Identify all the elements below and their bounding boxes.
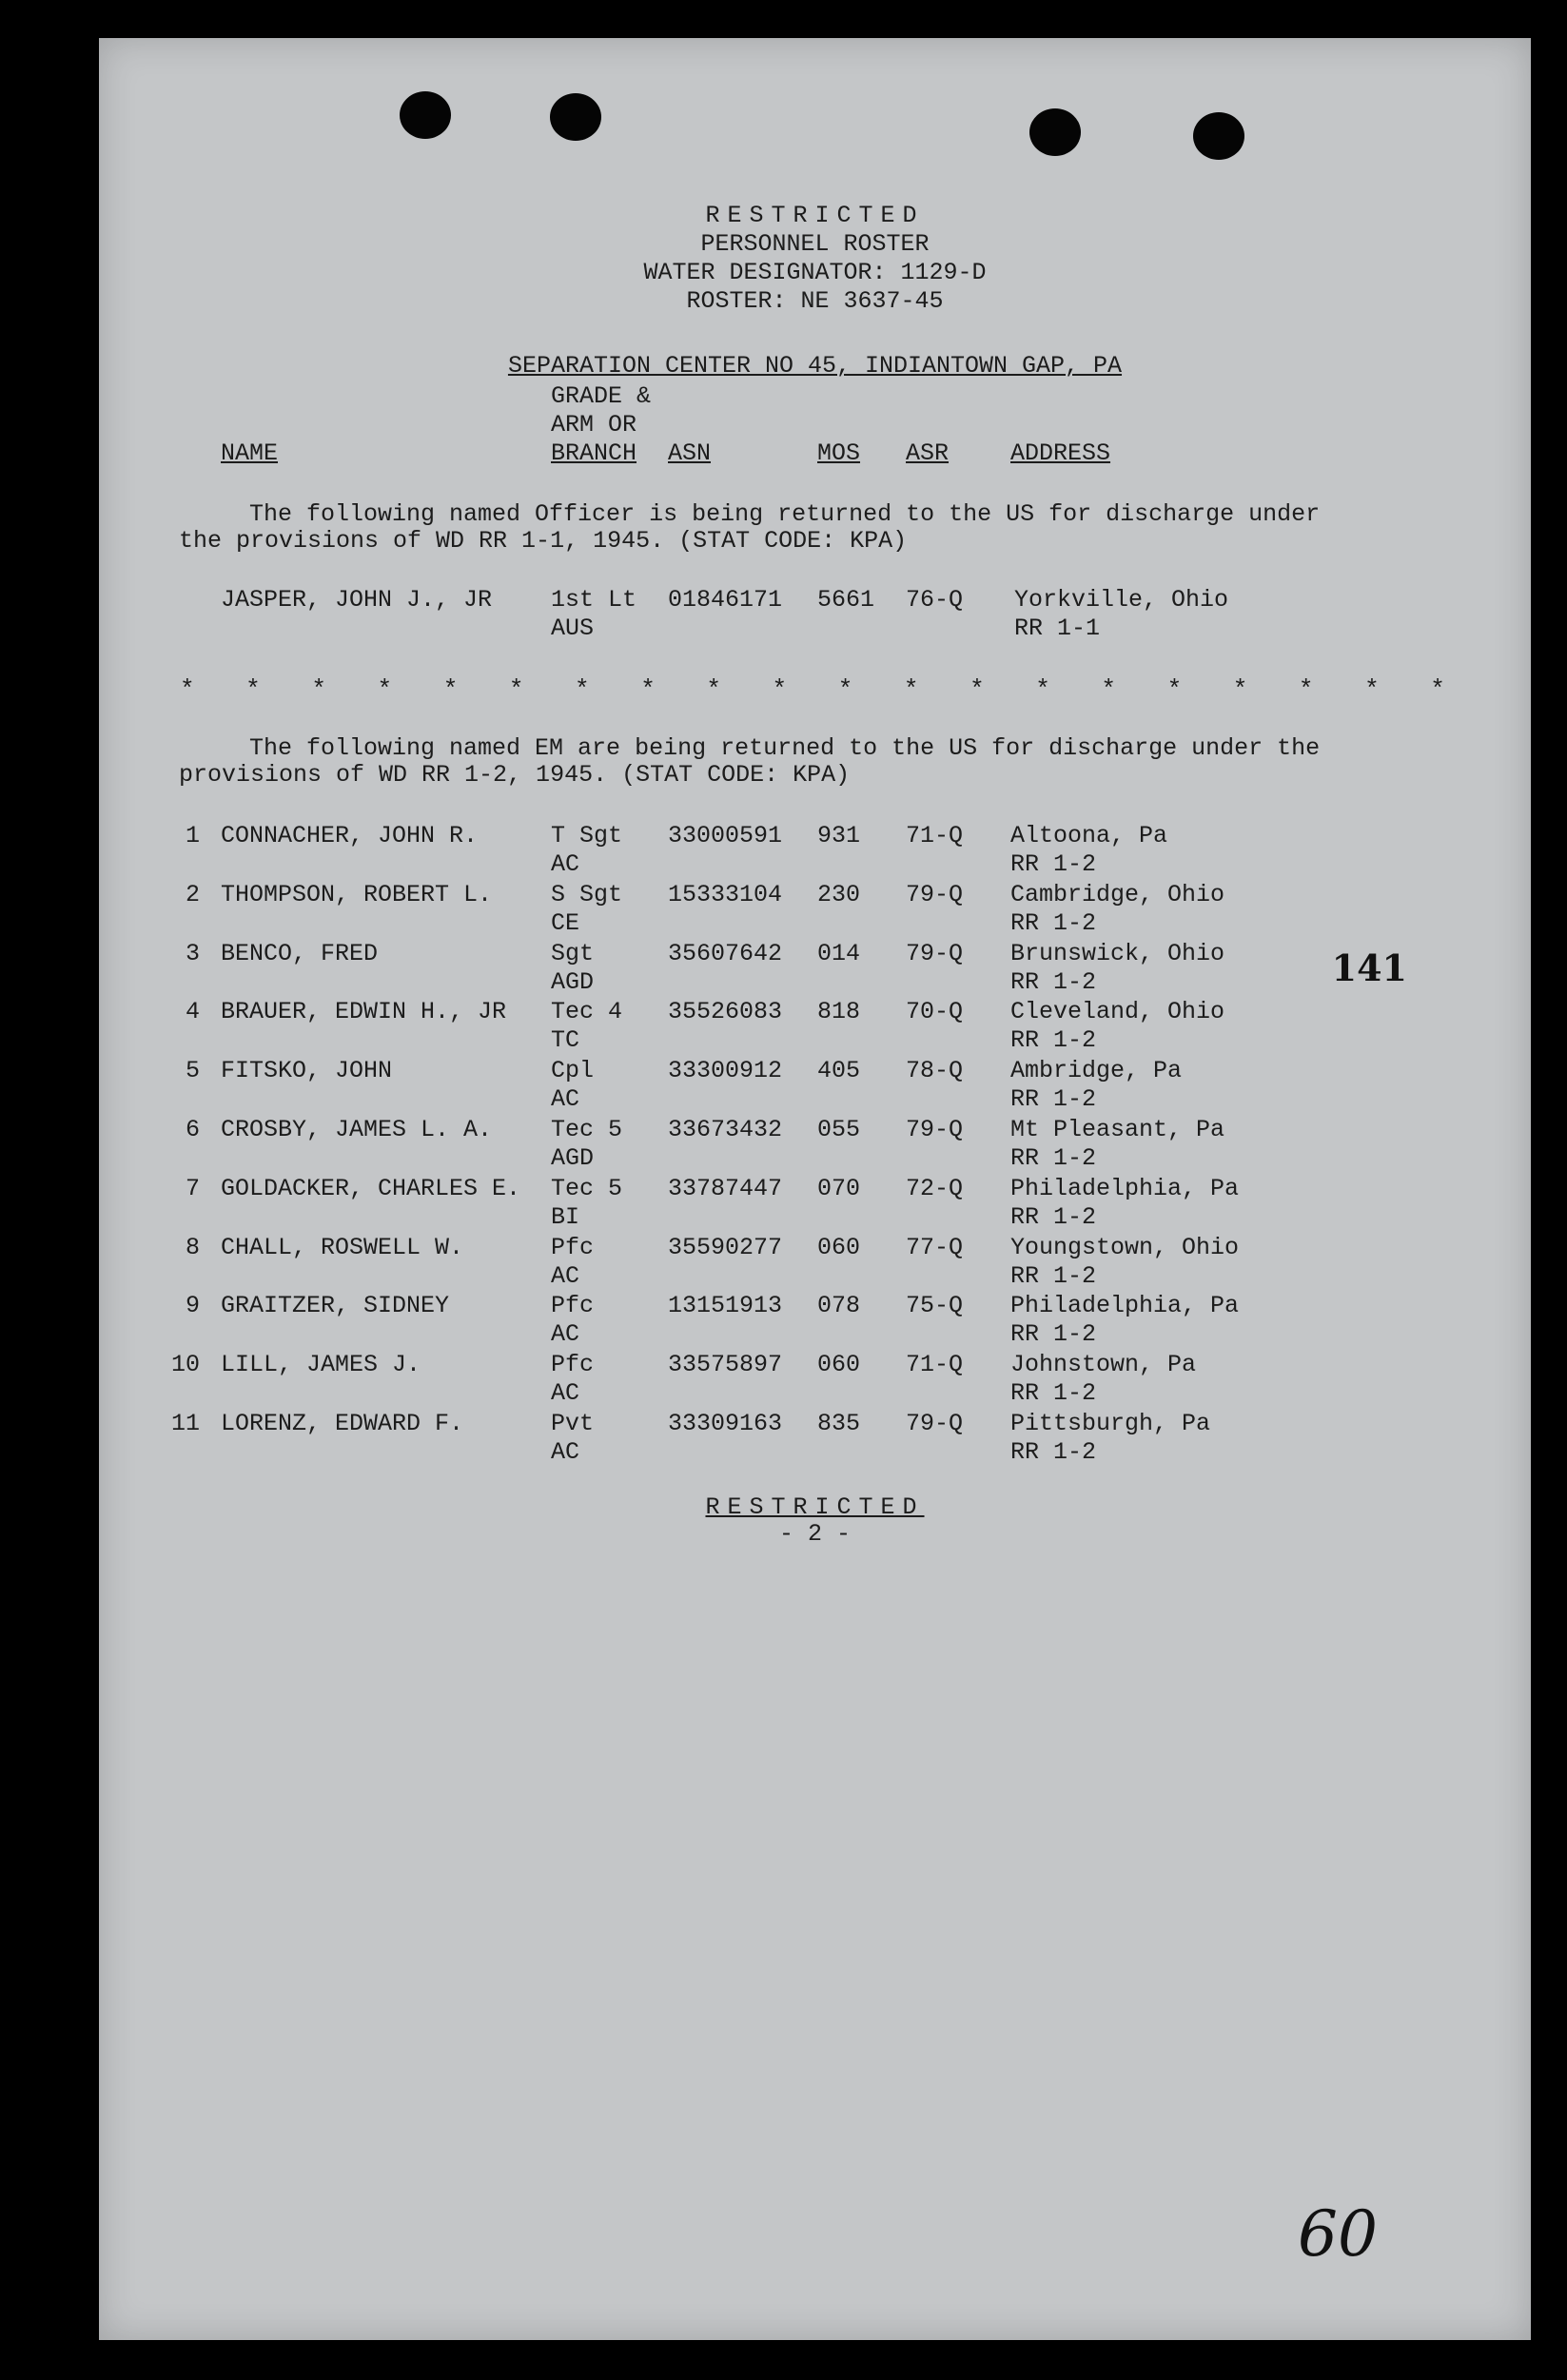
row-address: Youngstown, Ohio [1010,1233,1240,1261]
row-address-code: RR 1-2 [1010,1379,1097,1408]
row-address: Philadelphia, Pa [1010,1292,1240,1320]
row-asr: 71-Q [906,1351,964,1379]
row-grade: T Sgt [551,822,623,849]
row-address: Mt Pleasant, Pa [1010,1116,1225,1143]
asterisk: * [970,675,985,704]
row-address-code: RR 1-2 [1010,908,1097,937]
row-address-code: RR 1-2 [1010,1085,1097,1114]
row-grade: Pfc [551,1351,595,1379]
row-address: Altoona, Pa [1010,822,1168,849]
row-mos: 078 [817,1292,861,1320]
row-branch: AC [551,1261,580,1290]
row-address: Johnstown, Pa [1010,1351,1197,1379]
row-asn: 33309163 [668,1410,783,1437]
row-grade: Pfc [551,1292,595,1320]
row-branch: AC [551,850,580,878]
row-name: THOMPSON, ROBERT L. [221,880,493,908]
asterisk-separator [180,675,1445,704]
row-address: Cleveland, Ohio [1010,998,1225,1026]
row-asr: 79-Q [906,1116,964,1143]
row-asr: 75-Q [906,1292,964,1320]
page-number: - 2 - [778,1520,851,1548]
row-mos: 818 [817,998,861,1026]
row-number: 8 [185,1233,200,1261]
row-branch: BI [551,1202,580,1231]
asterisk: * [837,675,853,704]
row-asn: 33673432 [668,1116,783,1143]
row-asn: 33000591 [668,822,783,849]
col-header-asr: ASR [906,439,950,467]
row-number: 10 [171,1351,201,1379]
row-name: BRAUER, EDWIN H., JR [221,998,507,1026]
row-grade: Pvt [551,1410,595,1437]
col-header-mos: MOS [817,439,861,467]
em-intro-line1: The following named EM are being returned to the US for discharge under the [249,734,1321,762]
officer-intro-line2: the provisions of WD RR 1-1, 1945. (STAT CODE: KPA) [179,527,908,555]
row-address-code: RR 1-2 [1010,850,1097,878]
classification-bottom: RESTRICTED [705,1493,925,1521]
row-grade: Cpl [551,1057,595,1085]
row-asn: 35607642 [668,939,783,967]
asterisk: * [508,675,524,704]
row-address: Pittsburgh, Pa [1010,1410,1211,1437]
asterisk: * [772,675,788,704]
row-grade: Sgt [551,939,595,967]
asterisk: * [1101,675,1117,704]
row-address-code: RR 1-2 [1010,1261,1097,1290]
classification-top: RESTRICTED [705,202,925,229]
officer-asr: 76-Q [906,586,964,614]
row-name: FITSKO, JOHN [221,1057,393,1085]
roster-number: ROSTER: NE 3637-45 [686,287,944,315]
row-name: GRAITZER, SIDNEY [221,1292,450,1320]
row-branch: CE [551,908,580,937]
row-mos: 230 [817,880,861,908]
row-mos: 014 [817,939,861,967]
row-address-code: RR 1-2 [1010,1320,1097,1349]
row-mos: 055 [817,1116,861,1143]
row-number: 2 [185,880,200,908]
row-number: 4 [185,998,200,1026]
row-grade: Pfc [551,1233,595,1261]
row-mos: 835 [817,1410,861,1437]
row-mos: 070 [817,1174,861,1202]
row-address-code: RR 1-2 [1010,967,1097,996]
row-name: LILL, JAMES J. [221,1351,421,1379]
row-number: 3 [185,939,200,967]
row-address-code: RR 1-2 [1010,1026,1097,1055]
row-asn: 35526083 [668,998,783,1026]
row-asn: 13151913 [668,1292,783,1320]
row-asr: 70-Q [906,998,964,1026]
row-asn: 35590277 [668,1233,783,1261]
asterisk: * [1298,675,1314,704]
roster-title: PERSONNEL ROSTER [700,230,930,258]
row-name: CHALL, ROSWELL W. [221,1233,464,1261]
row-mos: 405 [817,1057,861,1085]
officer-asn: 01846171 [668,586,783,614]
col-header-asn: ASN [668,439,712,467]
row-asr: 72-Q [906,1174,964,1202]
asterisk: * [640,675,656,704]
row-address: Philadelphia, Pa [1010,1174,1240,1202]
document-page [99,38,1531,2340]
water-designator: WATER DESIGNATOR: 1129-D [643,259,987,286]
col-header-branch: BRANCH [551,439,637,467]
asterisk: * [180,675,195,704]
row-address: Ambridge, Pa [1010,1057,1183,1085]
col-header-name: NAME [221,439,279,467]
row-branch: AC [551,1085,580,1114]
row-branch: TC [551,1026,580,1055]
row-asr: 78-Q [906,1057,964,1085]
asterisk: * [1166,675,1183,704]
row-branch: AGD [551,1144,595,1172]
row-branch: AGD [551,967,595,996]
col-header-address: ADDRESS [1010,439,1111,467]
row-number: 6 [185,1116,200,1143]
row-number: 11 [171,1410,201,1437]
officer-address-code: RR 1-1 [1014,615,1101,642]
row-address: Cambridge, Ohio [1010,880,1225,908]
row-address: Brunswick, Ohio [1010,939,1225,967]
asterisk: * [311,675,326,704]
row-grade: S Sgt [551,880,623,908]
roster-document [99,38,1531,2340]
row-address-code: RR 1-2 [1010,1144,1097,1172]
officer-address: Yorkville, Ohio [1014,586,1229,614]
asterisk: * [442,675,459,704]
asterisk: * [377,675,393,704]
row-asr: 79-Q [906,939,964,967]
asterisk: * [706,675,721,704]
asterisk: * [1364,675,1380,704]
stamped-number: 141 [1331,946,1407,989]
asterisk: * [1232,675,1248,704]
row-grade: Tec 5 [551,1174,623,1202]
officer-name: JASPER, JOHN J., JR [221,586,493,614]
row-name: BENCO, FRED [221,939,379,967]
officer-mos: 5661 [817,586,875,614]
row-asr: 77-Q [906,1233,964,1261]
row-asr: 79-Q [906,1410,964,1437]
asterisk: * [1430,675,1445,704]
asterisk: * [1035,675,1050,704]
row-number: 9 [185,1292,200,1320]
row-branch: AC [551,1379,580,1408]
row-asn: 15333104 [668,880,783,908]
row-mos: 060 [817,1351,861,1379]
row-address-code: RR 1-2 [1010,1438,1097,1466]
col-header-grade-line1: GRADE & [551,382,652,410]
row-grade: Tec 5 [551,1116,623,1143]
asterisk: * [903,675,919,704]
row-branch: AC [551,1320,580,1349]
row-asr: 71-Q [906,822,964,849]
handwritten-number: 60 [1298,2197,1378,2271]
row-mos: 060 [817,1233,861,1261]
em-intro-line2: provisions of WD RR 1-2, 1945. (STAT CODE: KPA) [179,761,851,789]
row-address-code: RR 1-2 [1010,1202,1097,1231]
row-asn: 33575897 [668,1351,783,1379]
row-asr: 79-Q [906,880,964,908]
officer-intro-line1: The following named Officer is being returned to the US for discharge under [249,500,1321,528]
row-name: LORENZ, EDWARD F. [221,1410,464,1437]
col-header-grade-line2: ARM OR [551,411,637,439]
asterisk: * [575,675,590,704]
row-branch: AC [551,1438,580,1466]
officer-branch: AUS [551,615,595,642]
row-name: GOLDACKER, CHARLES E. [221,1174,521,1202]
row-mos: 931 [817,822,861,849]
row-number: 5 [185,1057,200,1085]
separation-center: SEPARATION CENTER NO 45, INDIANTOWN GAP, PA [507,352,1123,380]
row-number: 1 [185,822,200,849]
row-asn: 33787447 [668,1174,783,1202]
row-name: CROSBY, JAMES L. A. [221,1116,493,1143]
row-number: 7 [185,1174,200,1202]
row-name: CONNACHER, JOHN R. [221,822,479,849]
row-asn: 33300912 [668,1057,783,1085]
row-grade: Tec 4 [551,998,623,1026]
asterisk: * [245,675,261,704]
officer-grade: 1st Lt [551,586,637,614]
